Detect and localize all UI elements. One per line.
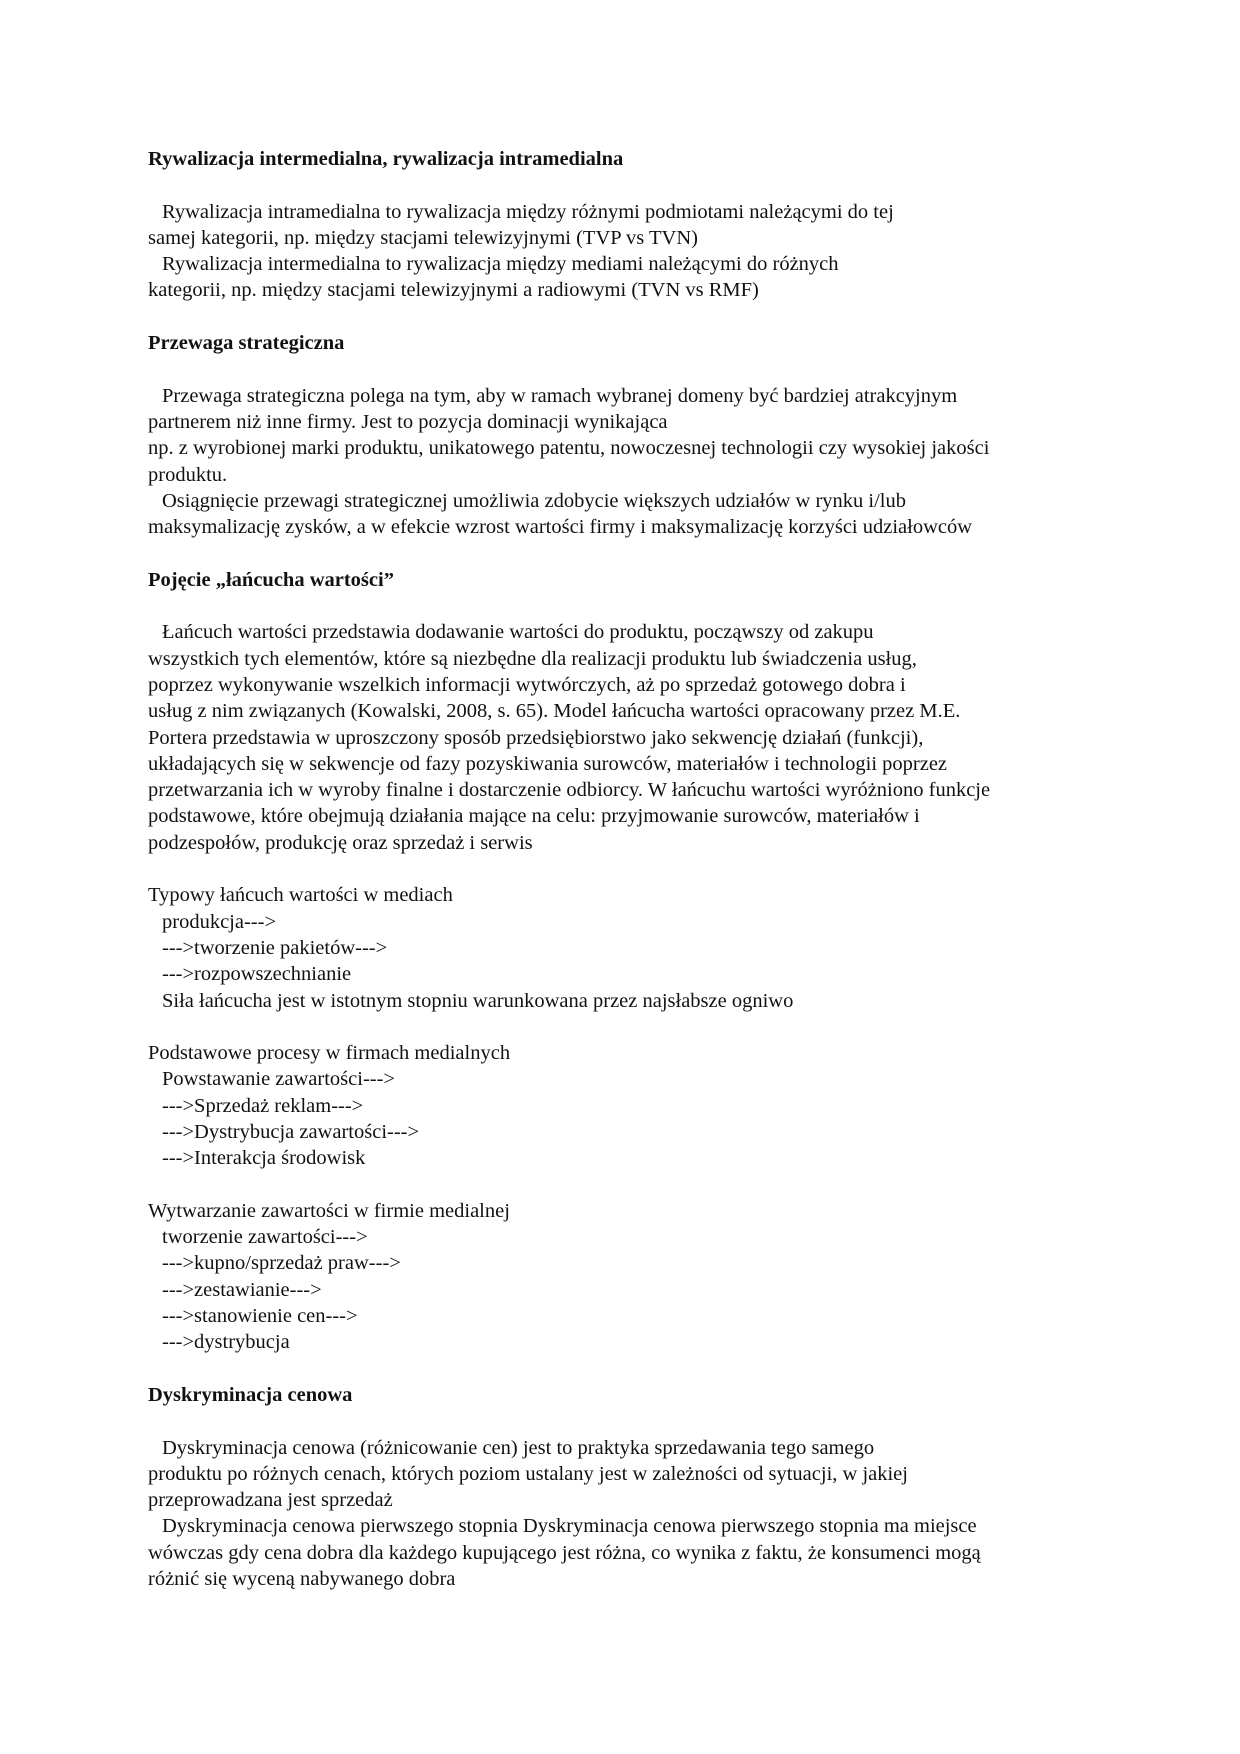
section-heading: Rywalizacja intermedialna, rywalizacja intramedialna	[148, 148, 624, 170]
line-text: układających się w sekwencje od fazy pozyskiwania surowców, materiałów i technologii poprzez	[148, 752, 948, 775]
line-text: kategorii, np. między stacjami telewizyjnymi a radiowymi (TVN vs RMF)	[148, 279, 759, 302]
paragraph-gap	[148, 540, 1108, 566]
line-text: Łańcuch wartości przedstawia dodawanie wartości do produktu, począwszy od zakupu	[162, 621, 874, 644]
line-text: Przewaga strategiczna polega na tym, aby w ramach wybranej domeny być bardziej atrakcyjnym	[162, 384, 958, 407]
bullet-line	[148, 1119, 1108, 1145]
line-text: produktu po różnych cenach, których poziom ustalany jest w zależności od sytuacji, w jakiej	[148, 1462, 908, 1485]
text-line	[148, 698, 1108, 724]
text-line	[148, 462, 1108, 488]
text-line	[148, 409, 1108, 435]
line-text: Osiągnięcie przewagi strategicznej umożliwia zdobycie większych udziałów w rynku i/lub	[162, 489, 907, 512]
paragraph-gap	[148, 304, 1108, 330]
line-text: --->rozpowszechnianie	[162, 963, 352, 986]
line-text: partnerem niż inne firmy. Jest to pozycja dominacji wynikająca	[148, 410, 668, 433]
text-line	[148, 646, 1108, 672]
line-text: wówczas gdy cena dobra dla każdego kupującego jest różna, co wynika z faktu, że konsumenci mogą	[148, 1541, 981, 1564]
text-line	[148, 1461, 1108, 1487]
bullet-line	[148, 488, 1108, 514]
bullet-line	[148, 1224, 1108, 1250]
line-text: --->Dystrybucja zawartości--->	[162, 1120, 420, 1143]
bullet-line	[148, 1435, 1108, 1461]
line-text: produkcja--->	[162, 910, 277, 933]
bullet-line	[148, 251, 1108, 277]
bullet-line	[148, 199, 1108, 225]
bullet-line	[148, 1093, 1108, 1119]
text-line	[148, 830, 1108, 856]
line-text: Dyskryminacja cenowa (różnicowanie cen) jest to praktyka sprzedawania tego samego	[162, 1436, 875, 1459]
text-line	[148, 514, 1108, 540]
line-text: produktu.	[148, 463, 228, 486]
line-text: przeprowadzana jest sprzedaż	[148, 1489, 393, 1512]
line-text: --->dystrybucja	[162, 1331, 290, 1354]
paragraph-gap	[148, 1408, 1108, 1434]
bullet-line	[148, 935, 1108, 961]
line-text: Rywalizacja intermedialna to rywalizacja między mediami należącymi do różnych	[162, 253, 839, 276]
line-text: tworzenie zawartości--->	[162, 1226, 368, 1249]
text-line	[148, 751, 1108, 777]
line-text: wszystkich tych elementów, które są niezbędne dla realizacji produktu lub świadczenia usług,	[148, 647, 917, 670]
text-line	[148, 1487, 1108, 1513]
line-text: Typowy łańcuch wartości w mediach	[148, 884, 453, 907]
line-text: --->Sprzedaż reklam--->	[162, 1094, 364, 1117]
line-text: Podstawowe procesy w firmach medialnych	[148, 1042, 511, 1065]
bullet-line	[148, 961, 1108, 987]
line-text: poprzez wykonywanie wszelkich informacji wytwórczych, aż po sprzedaż gotowego dobra i	[148, 673, 906, 696]
bullet-line	[148, 909, 1108, 935]
paragraph-gap	[148, 356, 1108, 382]
line-text: --->stanowienie cen--->	[162, 1305, 358, 1328]
line-text: Dyskryminacja cenowa pierwszego stopnia Dyskryminacja cenowa pierwszego stopnia ma miejsce	[162, 1515, 977, 1538]
line-text: Rywalizacja intramedialna to rywalizacja między różnymi podmiotami należącymi do tej	[162, 200, 894, 223]
bullet-line	[148, 1277, 1108, 1303]
line-text: --->zestawianie--->	[162, 1278, 322, 1301]
line-text: maksymalizację zysków, a w efekcie wzrost wartości firmy i maksymalizację korzyści udziałowców	[148, 516, 973, 539]
bullet-line	[148, 1329, 1108, 1355]
text-line	[148, 777, 1108, 803]
bullet-line	[148, 619, 1108, 645]
bullet-line	[148, 1066, 1108, 1092]
document-page	[148, 146, 1108, 1592]
section-heading: Przewaga strategiczna	[148, 332, 345, 355]
line-text: Wytwarzanie zawartości w firmie medialnej	[148, 1199, 510, 1222]
line-text: --->tworzenie pakietów--->	[162, 936, 388, 959]
bullet-line	[148, 383, 1108, 409]
line-text: np. z wyrobionej marki produktu, unikatowego patentu, nowoczesnej technologii czy wysokiej jakości	[148, 437, 990, 460]
bullet-line	[148, 1513, 1108, 1539]
bullet-line	[148, 1303, 1108, 1329]
paragraph-gap	[148, 1356, 1108, 1382]
text-line	[148, 725, 1108, 751]
line-text: samej kategorii, np. między stacjami telewizyjnymi (TVP vs TVN)	[148, 226, 698, 249]
line-text: Portera przedstawia w uproszczony sposób przedsiębiorstwo jako sekwencję działań (funkcji),	[148, 726, 924, 749]
line-text: Siła łańcucha jest w istotnym stopniu warunkowana przez najsłabsze ogniwo	[162, 989, 794, 1012]
text-line	[148, 803, 1108, 829]
text-line	[148, 225, 1108, 251]
paragraph-gap	[148, 856, 1108, 882]
section-heading: Pojęcie „łańcucha wartości”	[148, 568, 394, 591]
line-text: podstawowe, które obejmują działania mające na celu: przyjmowanie surowców, materiałów i	[148, 805, 920, 828]
text-line	[148, 435, 1108, 461]
bullet-line	[148, 988, 1108, 1014]
paragraph-gap	[148, 593, 1108, 619]
paragraph-gap	[148, 172, 1108, 198]
text-line	[148, 672, 1108, 698]
bullet-line	[148, 1145, 1108, 1171]
text-line	[148, 1540, 1108, 1566]
bullet-line	[148, 1250, 1108, 1276]
paragraph-gap	[148, 1172, 1108, 1198]
text-line	[148, 1040, 1108, 1066]
paragraph-gap	[148, 1014, 1108, 1040]
text-line	[148, 882, 1108, 908]
line-text: Powstawanie zawartości--->	[162, 1068, 395, 1091]
line-text: usług z nim związanych (Kowalski, 2008, s. 65). Model łańcucha wartości opracowany przez M.E.	[148, 700, 961, 723]
line-text: --->Interakcja środowisk	[162, 1147, 366, 1170]
text-line	[148, 1566, 1108, 1592]
text-line	[148, 277, 1108, 303]
line-text: różnić się wyceną nabywanego dobra	[148, 1568, 456, 1591]
line-text: podzespołów, produkcję oraz sprzedaż i serwis	[148, 831, 533, 854]
line-text: --->kupno/sprzedaż praw--->	[162, 1252, 401, 1275]
text-line	[148, 1198, 1108, 1224]
section-heading: Dyskryminacja cenowa	[148, 1383, 353, 1406]
line-text: przetwarzania ich w wyroby finalne i dostarczenie odbiorcy. W łańcuchu wartości wyróżniono funkcje	[148, 779, 991, 802]
